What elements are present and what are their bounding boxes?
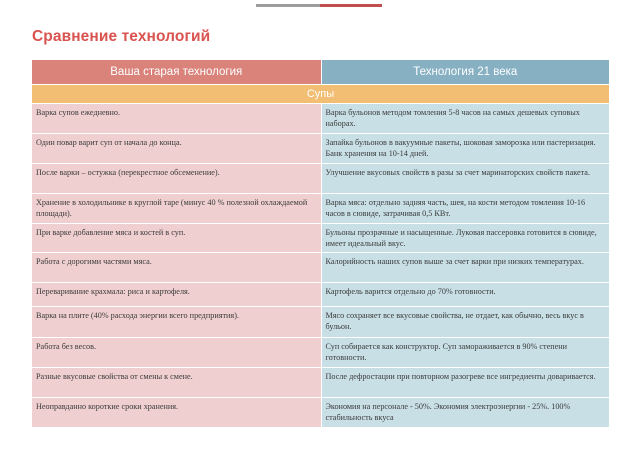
new-cell: Экономия на персонале - 50%. Экономия электроэнергии - 25%. 100% стабильность вкуса <box>321 398 609 428</box>
table-row <box>32 368 609 398</box>
old-cell: Один повар варит суп от начала до конца. <box>32 134 321 164</box>
new-cell: Варка бульонов методом томления 5-8 часов на самых дешевых суповых наборах. <box>321 104 609 134</box>
accent-segment-gray <box>256 4 320 7</box>
table-row <box>32 194 609 224</box>
header-old-technology: Ваша старая технология <box>32 60 321 85</box>
comparison-table <box>32 60 609 427</box>
section-label-soups: Супы <box>32 85 609 104</box>
old-cell: Работа с дорогими частями мяса. <box>32 253 321 283</box>
old-cell: Разные вкусовые свойства от смены к смене. <box>32 368 321 398</box>
header-new-technology: Технология 21 века <box>321 60 609 85</box>
new-cell: Улучшение вкусовых свойств в разы за счет маринаторских свойств пакета. <box>321 164 609 194</box>
page-title: Сравнение технологий <box>32 28 211 45</box>
new-cell: Калорийность наших супов выше за счет варки при низких температурах. <box>321 253 609 283</box>
table-row <box>32 253 609 283</box>
table-row <box>32 104 609 134</box>
top-accent-bar <box>256 4 382 7</box>
old-cell: Варка на плите (40% расхода энергии всего предприятия). <box>32 307 321 338</box>
table-row <box>32 164 609 194</box>
table-row <box>32 134 609 164</box>
table-row <box>32 398 609 428</box>
old-cell: После варки – остужка (перекрестное обсеменение). <box>32 164 321 194</box>
section-row <box>32 85 609 104</box>
table-row <box>32 338 609 368</box>
table-header-row <box>32 60 609 85</box>
old-cell: При варке добавление мяса и костей в суп. <box>32 224 321 253</box>
new-cell: Бульоны прозрачные и насыщенные. Луковая пассеровка готовится в сювиде, имеет идеальный вкус. <box>321 224 609 253</box>
new-cell: После дефростации при повторном разогреве все ингредиенты доваривается. <box>321 368 609 398</box>
new-cell: Картофель варится отдельно до 70% готовности. <box>321 283 609 307</box>
old-cell: Варка супов ежедневно. <box>32 104 321 134</box>
new-cell: Варка мяса: отдельно задняя часть, шея, на кости методом томления 10-16 часов в сювиде, затрачивая 0,5 КВт. <box>321 194 609 224</box>
accent-segment-red <box>320 4 382 7</box>
old-cell: Неоправданно короткие сроки хранения. <box>32 398 321 428</box>
table-row <box>32 283 609 307</box>
table-row <box>32 307 609 338</box>
old-cell: Работа без весов. <box>32 338 321 368</box>
old-cell: Хранение в холодильнике в круглой таре (минус 40 % полезной охлаждаемой площади). <box>32 194 321 224</box>
new-cell: Запайка бульонов в вакуумные пакеты, шоковая заморозка или пастеризация. Банк хранения на 10-14 дней. <box>321 134 609 164</box>
new-cell: Суп собирается как конструктор. Суп замораживается в 90% степени готовности. <box>321 338 609 368</box>
table-row <box>32 224 609 253</box>
old-cell: Переваривание крахмала: риса и картофеля. <box>32 283 321 307</box>
new-cell: Мясо сохраняет все вкусовые свойства, не отдает, как обычно, весь вкус в бульон. <box>321 307 609 338</box>
